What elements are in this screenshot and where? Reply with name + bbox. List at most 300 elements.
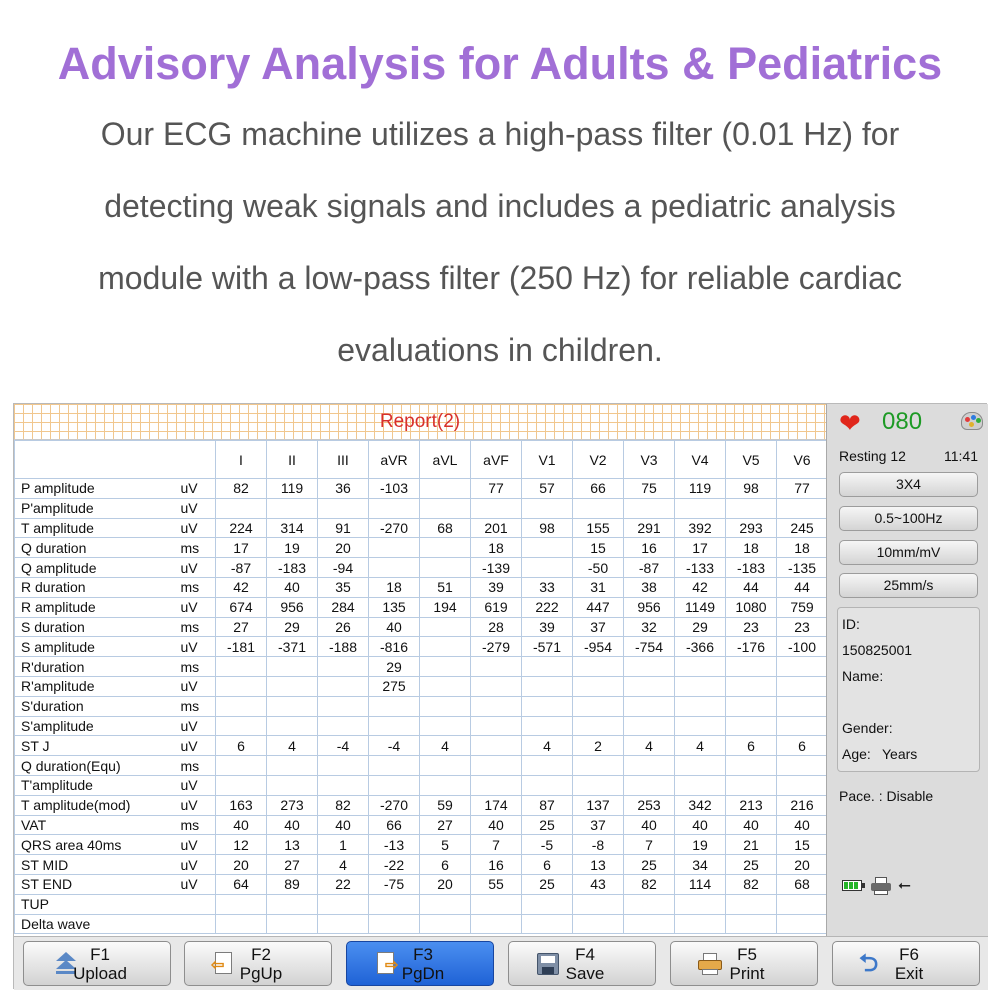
table-cell: 35	[318, 577, 369, 597]
table-row	[15, 894, 827, 914]
table-cell: 216	[777, 795, 827, 815]
table-cell: 33	[522, 577, 573, 597]
table-cell	[216, 676, 267, 696]
table-cell: 43	[573, 874, 624, 894]
parameter-name: T'amplitude	[15, 775, 181, 795]
table-cell: 32	[624, 617, 675, 637]
table-cell: 6	[522, 855, 573, 875]
table-cell: 98	[522, 518, 573, 538]
unit-header	[181, 441, 216, 479]
table-row	[15, 558, 827, 578]
table-cell	[420, 498, 471, 518]
table-cell	[726, 716, 777, 736]
table-cell: 34	[675, 855, 726, 875]
measurement-table	[14, 440, 826, 934]
report-title: Report(2)	[379, 411, 461, 432]
name-label: Name:	[842, 668, 884, 684]
heart-icon: ❤	[839, 408, 861, 438]
patient-info-box[interactable]	[837, 607, 980, 772]
function-key: F6	[899, 945, 919, 964]
table-cell: 119	[267, 479, 318, 499]
function-key: F4	[575, 945, 595, 964]
table-cell: 22	[318, 874, 369, 894]
table-cell: 29	[369, 657, 420, 677]
table-cell: -4	[369, 736, 420, 756]
table-cell: 75	[624, 479, 675, 499]
table-cell	[522, 756, 573, 776]
table-cell: 6	[777, 736, 827, 756]
table-header-row	[15, 441, 827, 479]
table-cell: 275	[369, 676, 420, 696]
lead-header: V2	[573, 441, 624, 479]
function-key: F5	[737, 945, 757, 964]
layout-button[interactable]: 3X4	[839, 472, 978, 497]
page-down-button[interactable]	[346, 941, 494, 986]
table-cell	[216, 775, 267, 795]
table-cell	[471, 894, 522, 914]
table-cell: -366	[675, 637, 726, 657]
parameter-unit: uV	[181, 795, 216, 815]
table-cell	[318, 914, 369, 934]
parameter-name: ST END	[15, 874, 181, 894]
table-cell	[471, 736, 522, 756]
table-cell: 40	[318, 815, 369, 835]
table-cell	[318, 775, 369, 795]
table-cell: 40	[471, 815, 522, 835]
table-cell	[369, 558, 420, 578]
table-cell: 174	[471, 795, 522, 815]
gain-button[interactable]: 10mm/mV	[839, 540, 978, 565]
table-row	[15, 914, 827, 934]
table-cell: 12	[216, 835, 267, 855]
table-cell	[777, 696, 827, 716]
table-cell	[675, 775, 726, 795]
table-row	[15, 874, 827, 894]
parameter-name: Q amplitude	[15, 558, 181, 578]
table-cell	[624, 775, 675, 795]
table-cell	[216, 756, 267, 776]
clock-time: 11:41	[944, 448, 978, 464]
parameter-name: Q duration	[15, 538, 181, 558]
table-cell: -103	[369, 479, 420, 499]
table-cell	[624, 676, 675, 696]
table-cell: 28	[471, 617, 522, 637]
table-cell: 213	[726, 795, 777, 815]
table-cell: 40	[369, 617, 420, 637]
table-cell: 245	[777, 518, 827, 538]
table-cell: 18	[777, 538, 827, 558]
table-cell: 55	[471, 874, 522, 894]
parameter-name: T amplitude	[15, 518, 181, 538]
table-row	[15, 479, 827, 499]
table-cell: 273	[267, 795, 318, 815]
device-status-icons	[842, 877, 932, 895]
table-cell: -183	[267, 558, 318, 578]
table-cell: 66	[369, 815, 420, 835]
status-sidebar	[826, 404, 988, 936]
table-cell: 40	[267, 815, 318, 835]
parameter-unit: uV	[181, 736, 216, 756]
table-cell	[318, 696, 369, 716]
report-panel	[14, 404, 826, 936]
exit-button[interactable]	[832, 941, 980, 986]
table-cell	[369, 775, 420, 795]
parameter-unit: uV	[181, 676, 216, 696]
parameter-name: Delta wave	[15, 914, 181, 934]
table-cell	[216, 716, 267, 736]
table-cell: 23	[777, 617, 827, 637]
table-cell	[726, 498, 777, 518]
table-cell	[522, 498, 573, 518]
table-cell: 17	[216, 538, 267, 558]
parameter-name: Q duration(Equ)	[15, 756, 181, 776]
table-row	[15, 696, 827, 716]
age-unit: Years	[882, 746, 918, 762]
table-cell: 25	[522, 815, 573, 835]
battery-icon	[842, 880, 862, 891]
table-cell	[267, 676, 318, 696]
table-cell	[471, 696, 522, 716]
table-cell: 77	[777, 479, 827, 499]
table-cell	[471, 775, 522, 795]
table-cell	[726, 696, 777, 716]
table-cell	[420, 676, 471, 696]
table-cell: 77	[471, 479, 522, 499]
heart-rate-value: 080	[882, 408, 923, 435]
table-cell	[420, 756, 471, 776]
table-cell	[726, 775, 777, 795]
parameter-unit: uV	[181, 775, 216, 795]
table-cell: 20	[216, 855, 267, 875]
table-cell	[624, 756, 675, 776]
table-cell	[318, 498, 369, 518]
table-cell: 13	[573, 855, 624, 875]
table-cell: 26	[318, 617, 369, 637]
table-cell: 18	[369, 577, 420, 597]
table-cell	[318, 716, 369, 736]
table-cell: 82	[216, 479, 267, 499]
table-cell	[624, 914, 675, 934]
table-cell	[726, 756, 777, 776]
table-cell	[624, 498, 675, 518]
table-row	[15, 518, 827, 538]
table-cell: 20	[420, 874, 471, 894]
table-cell	[267, 914, 318, 934]
upload-button[interactable]	[23, 941, 171, 986]
parameter-name: R'duration	[15, 657, 181, 677]
table-cell: 38	[624, 577, 675, 597]
table-cell	[777, 676, 827, 696]
table-cell	[726, 894, 777, 914]
table-cell: 1	[318, 835, 369, 855]
table-cell	[522, 558, 573, 578]
table-cell: 7	[471, 835, 522, 855]
table-cell: 23	[726, 617, 777, 637]
table-cell: -75	[369, 874, 420, 894]
table-cell: -270	[369, 518, 420, 538]
table-cell: 18	[726, 538, 777, 558]
function-label: Upload	[73, 964, 127, 983]
table-cell	[267, 716, 318, 736]
table-cell	[522, 538, 573, 558]
save-button[interactable]	[508, 941, 656, 986]
table-cell: 25	[726, 855, 777, 875]
table-row	[15, 855, 827, 875]
table-cell	[267, 775, 318, 795]
table-cell: 163	[216, 795, 267, 815]
table-body	[15, 479, 827, 934]
table-cell: 27	[216, 617, 267, 637]
table-cell	[216, 657, 267, 677]
table-cell: 19	[675, 835, 726, 855]
parameter-name: S'amplitude	[15, 716, 181, 736]
table-cell: 82	[318, 795, 369, 815]
table-cell: 1149	[675, 597, 726, 617]
table-cell: -87	[216, 558, 267, 578]
age-label: Age:	[842, 746, 871, 762]
parameter-unit: uV	[181, 637, 216, 657]
table-cell	[420, 538, 471, 558]
table-cell: 135	[369, 597, 420, 617]
table-cell: -188	[318, 637, 369, 657]
table-cell: 82	[726, 874, 777, 894]
function-label: Exit	[894, 964, 924, 983]
patient-id: 150825001	[842, 642, 913, 658]
table-cell	[471, 914, 522, 934]
table-cell	[675, 696, 726, 716]
parameter-unit: uV	[181, 518, 216, 538]
table-cell: 6	[726, 736, 777, 756]
table-cell: -22	[369, 855, 420, 875]
table-cell: 17	[675, 538, 726, 558]
description-line: Our ECG machine utilizes a high-pass filter (0.01 Hz) for	[100, 116, 900, 152]
table-cell	[318, 676, 369, 696]
table-cell	[675, 657, 726, 677]
table-cell: 57	[522, 479, 573, 499]
table-cell: 13	[267, 835, 318, 855]
table-cell: 82	[624, 874, 675, 894]
table-cell: 68	[777, 874, 827, 894]
table-row	[15, 716, 827, 736]
table-cell: -135	[777, 558, 827, 578]
table-cell	[777, 775, 827, 795]
table-cell: 4	[318, 855, 369, 875]
speed-button[interactable]: 25mm/s	[839, 573, 978, 598]
table-cell	[420, 657, 471, 677]
table-row	[15, 795, 827, 815]
table-cell: -816	[369, 637, 420, 657]
parameter-unit: uV	[181, 479, 216, 499]
table-cell: -754	[624, 637, 675, 657]
table-cell: -571	[522, 637, 573, 657]
table-row	[15, 597, 827, 617]
table-cell	[420, 696, 471, 716]
table-cell: 20	[777, 855, 827, 875]
table-cell	[573, 657, 624, 677]
table-cell: -279	[471, 637, 522, 657]
usb-icon: ⭠	[898, 877, 911, 894]
parameter-unit: ms	[181, 538, 216, 558]
table-cell: 40	[777, 815, 827, 835]
filter-button[interactable]: 0.5~100Hz	[839, 506, 978, 531]
table-cell	[318, 894, 369, 914]
table-cell	[420, 617, 471, 637]
table-cell: 27	[267, 855, 318, 875]
exit-icon: ⮌	[859, 950, 879, 977]
table-cell: -181	[216, 637, 267, 657]
table-cell: -5	[522, 835, 573, 855]
id-label: ID:	[842, 616, 860, 632]
parameter-name: R duration	[15, 577, 181, 597]
function-label: Save	[565, 964, 605, 983]
table-cell: -371	[267, 637, 318, 657]
table-cell: 447	[573, 597, 624, 617]
parameter-unit: uV	[181, 716, 216, 736]
table-cell: -954	[573, 637, 624, 657]
table-cell: 674	[216, 597, 267, 617]
table-cell: 4	[624, 736, 675, 756]
table-cell	[675, 676, 726, 696]
table-cell: 956	[624, 597, 675, 617]
table-cell: 222	[522, 597, 573, 617]
table-cell	[522, 676, 573, 696]
table-cell	[420, 558, 471, 578]
table-cell: 6	[216, 736, 267, 756]
table-cell	[522, 657, 573, 677]
mode-row	[827, 448, 988, 466]
table-cell: 284	[318, 597, 369, 617]
table-cell: 98	[726, 479, 777, 499]
page-up-icon: ⇦	[211, 952, 237, 976]
table-cell: 59	[420, 795, 471, 815]
table-cell	[471, 498, 522, 518]
table-cell	[471, 676, 522, 696]
table-cell: 4	[675, 736, 726, 756]
printer-icon	[871, 877, 891, 895]
table-cell	[216, 696, 267, 716]
table-cell: 29	[675, 617, 726, 637]
table-cell: 253	[624, 795, 675, 815]
palette-icon[interactable]	[961, 412, 983, 430]
table-cell	[624, 716, 675, 736]
table-cell	[369, 498, 420, 518]
table-row	[15, 538, 827, 558]
table-cell	[522, 894, 573, 914]
table-cell	[369, 696, 420, 716]
parameter-name: S'duration	[15, 696, 181, 716]
table-cell: 31	[573, 577, 624, 597]
lead-header: I	[216, 441, 267, 479]
print-button[interactable]	[670, 941, 818, 986]
page-up-button[interactable]	[184, 941, 332, 986]
table-cell	[420, 894, 471, 914]
table-cell: 137	[573, 795, 624, 815]
table-row	[15, 577, 827, 597]
table-cell	[522, 696, 573, 716]
table-cell: 66	[573, 479, 624, 499]
table-row	[15, 835, 827, 855]
table-cell	[675, 716, 726, 736]
table-row	[15, 815, 827, 835]
table-cell: 4	[420, 736, 471, 756]
parameter-unit: uV	[181, 874, 216, 894]
table-cell	[471, 657, 522, 677]
description-line: evaluations in children.	[337, 332, 663, 368]
table-cell: 1080	[726, 597, 777, 617]
table-cell	[420, 914, 471, 934]
parameter-unit	[181, 894, 216, 914]
table-cell: 314	[267, 518, 318, 538]
table-cell	[267, 657, 318, 677]
table-cell: 51	[420, 577, 471, 597]
table-cell: 36	[318, 479, 369, 499]
table-cell: 39	[471, 577, 522, 597]
parameter-unit: ms	[181, 815, 216, 835]
table-row	[15, 657, 827, 677]
table-cell: 40	[624, 815, 675, 835]
table-row	[15, 498, 827, 518]
table-cell: 18	[471, 538, 522, 558]
table-cell: -183	[726, 558, 777, 578]
table-cell	[267, 756, 318, 776]
table-cell	[369, 914, 420, 934]
table-cell	[573, 775, 624, 795]
table-row	[15, 775, 827, 795]
table-cell	[318, 657, 369, 677]
function-label: Print	[729, 964, 765, 983]
table-cell: 119	[675, 479, 726, 499]
table-cell	[777, 756, 827, 776]
table-cell	[216, 498, 267, 518]
parameter-name: VAT	[15, 815, 181, 835]
function-key: F2	[251, 945, 271, 964]
parameter-name: T amplitude(mod)	[15, 795, 181, 815]
parameter-unit: uV	[181, 498, 216, 518]
table-cell	[624, 894, 675, 914]
description	[0, 98, 1000, 386]
table-cell	[573, 676, 624, 696]
table-cell: -139	[471, 558, 522, 578]
table-cell: 7	[624, 835, 675, 855]
table-cell	[522, 716, 573, 736]
table-cell: -8	[573, 835, 624, 855]
table-cell: -50	[573, 558, 624, 578]
table-cell	[675, 498, 726, 518]
description-line: detecting weak signals and includes a pediatric analysis	[104, 188, 896, 224]
headline: Advisory Analysis for Adults & Pediatrics	[57, 38, 943, 89]
table-cell: 20	[318, 538, 369, 558]
gender-label: Gender:	[842, 720, 893, 736]
table-cell	[471, 756, 522, 776]
table-cell	[369, 716, 420, 736]
table-cell: 956	[267, 597, 318, 617]
table-cell	[573, 756, 624, 776]
parameter-unit: ms	[181, 756, 216, 776]
table-cell: 16	[624, 538, 675, 558]
table-cell: -13	[369, 835, 420, 855]
table-cell	[624, 696, 675, 716]
lead-header: II	[267, 441, 318, 479]
table-cell: 15	[777, 835, 827, 855]
table-cell	[573, 498, 624, 518]
table-row	[15, 736, 827, 756]
parameter-name: S duration	[15, 617, 181, 637]
table-cell: 42	[675, 577, 726, 597]
table-cell: 19	[267, 538, 318, 558]
parameter-unit: ms	[181, 657, 216, 677]
parameter-name: P'amplitude	[15, 498, 181, 518]
table-cell: 194	[420, 597, 471, 617]
